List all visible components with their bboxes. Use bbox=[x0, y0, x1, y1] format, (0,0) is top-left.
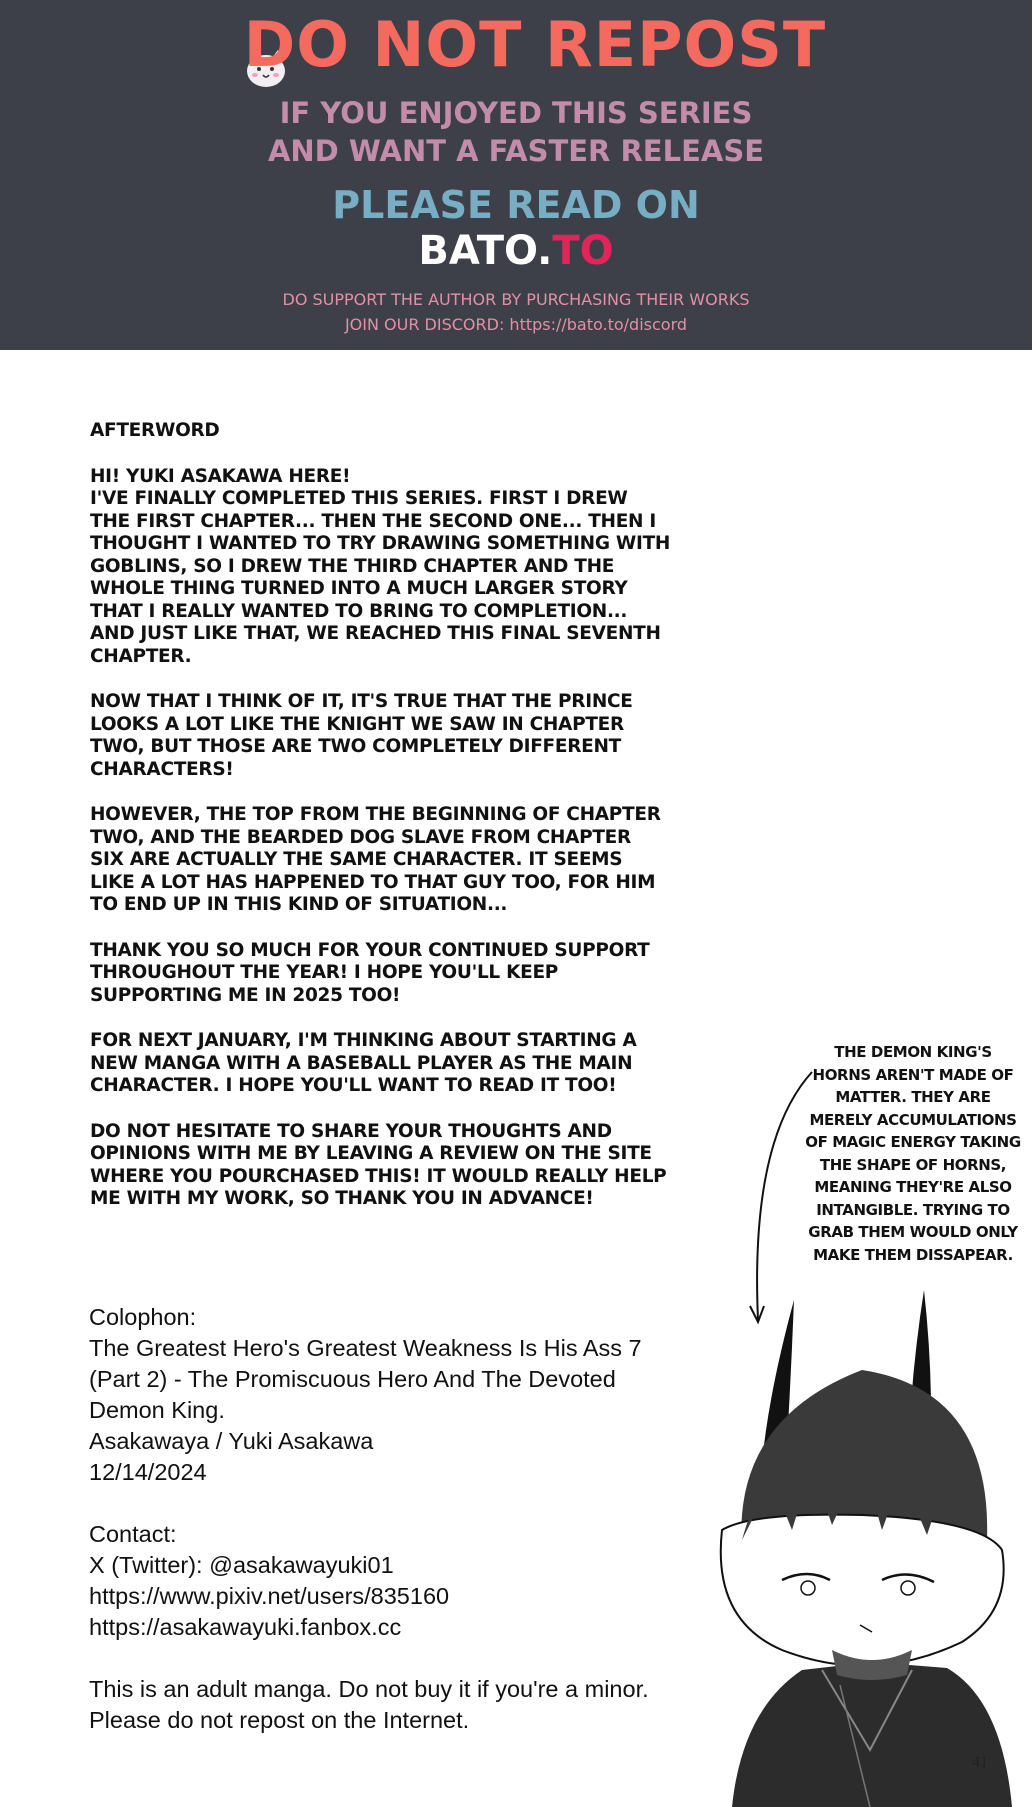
afterword-paragraph: HI! YUKI ASAKAWA HERE! I'VE FINALLY COMPLETED THIS SERIES. FIRST I DREW THE FIRST CHAPTER... THEN THE SECOND ONE... THEN I THOUGHT I WANTED TO TRY DRAWING SOMETHING WITH GOBLINS, SO I DREW THE THIRD CHAPTER AND THE WHOLE THING TURNED INTO A MUCH LARGER STORY THAT I REALLY WANTED TO BRING TO COMPLETION... AND JUST LIKE THAT, WE REACHED THIS FINAL SEVENTH CHAPTER. bbox=[90, 465, 671, 667]
contact-heading: Contact: bbox=[89, 1521, 177, 1547]
contact-pixiv-link[interactable]: https://www.pixiv.net/users/835160 bbox=[89, 1583, 450, 1609]
horns-side-note: THE DEMON KING'S HORNS AREN'T MADE OF MATTER. THEY ARE MERELY ACCUMULATIONS OF MAGIC ENERGY TAKING THE SHAPE OF HORNS, MEANING THEY'RE ALSO INTANGIBLE. TRYING TO GRAB THEM WOULD ONLY MAKE THEM DISSAPEAR. bbox=[805, 1043, 1021, 1264]
repost-warning-banner bbox=[0, 0, 1032, 350]
afterword-heading: AFTERWORD bbox=[90, 420, 220, 441]
colophon-date: 12/14/2024 bbox=[89, 1459, 207, 1485]
repost-warning: Please do not repost on the Internet. bbox=[89, 1707, 470, 1733]
demon-king-illustration bbox=[712, 1290, 1032, 1807]
colophon-heading: Colophon: bbox=[89, 1304, 197, 1330]
banner-line-3: PLEASE READ ON bbox=[332, 183, 700, 227]
adult-warning: This is an adult manga. Do not buy it if you're a minor. bbox=[89, 1676, 649, 1702]
afterword-paragraph: THANK YOU SO MUCH FOR YOUR CONTINUED SUPPORT THROUGHOUT THE YEAR! I HOPE YOU'LL KEEP SUPPORTING ME IN 2025 TOO! bbox=[90, 939, 650, 1006]
banner-title: DO NOT REPOST bbox=[243, 8, 827, 81]
discord-link[interactable]: JOIN OUR DISCORD: https://bato.to/discord bbox=[344, 315, 688, 334]
site-logo-main: BATO. bbox=[418, 228, 553, 274]
colophon-title-line: Demon King. bbox=[89, 1397, 225, 1423]
site-logo[interactable] bbox=[0, 228, 1032, 274]
colophon-title-line: The Greatest Hero's Greatest Weakness Is His Ass 7 bbox=[89, 1335, 642, 1361]
colophon-title-line: (Part 2) - The Promiscuous Hero And The Devoted bbox=[89, 1366, 616, 1392]
afterword-paragraph: FOR NEXT JANUARY, I'M THINKING ABOUT STARTING A NEW MANGA WITH A BASEBALL PLAYER AS THE MAIN CHARACTER. I HOPE YOU'LL WANT TO READ IT TOO! bbox=[90, 1030, 637, 1096]
afterword-paragraph: HOWEVER, THE TOP FROM THE BEGINNING OF CHAPTER TWO, AND THE BEARDED DOG SLAVE FROM CHAPTER SIX ARE ACTUALLY THE SAME CHARACTER. IT SEEMS LIKE A LOT HAS HAPPENED TO THAT GUY TOO, FOR HIM TO END UP IN THIS KIND OF SITUATION... bbox=[90, 804, 661, 915]
afterword bbox=[90, 420, 690, 1234]
contact-fanbox-link[interactable]: https://asakawayuki.fanbox.cc bbox=[89, 1614, 402, 1640]
afterword-paragraph: NOW THAT I THINK OF IT, IT'S TRUE THAT THE PRINCE LOOKS A LOT LIKE THE KNIGHT WE SAW IN CHAPTER TWO, BUT THOSE ARE TWO COMPLETELY DIFFERENT CHARACTERS! bbox=[90, 691, 633, 780]
support-text: DO SUPPORT THE AUTHOR BY PURCHASING THEIR WORKS bbox=[282, 290, 750, 309]
banner-line-2: AND WANT A FASTER RELEASE bbox=[267, 134, 765, 168]
banner-line-1: IF YOU ENJOYED THIS SERIES bbox=[279, 96, 753, 130]
colophon bbox=[89, 1302, 729, 1736]
afterword-paragraph: DO NOT HESITATE TO SHARE YOUR THOUGHTS AND OPINIONS WITH ME BY LEAVING A REVIEW ON THE SITE WHERE YOU POURCHASED THIS! IT WOULD REALLY HELP ME WITH MY WORK, SO THANK YOU IN ADVANCE! bbox=[90, 1120, 667, 1209]
contact-twitter[interactable]: X (Twitter): @asakawayuki01 bbox=[89, 1552, 394, 1578]
page-number: 41 bbox=[972, 1754, 988, 1771]
site-logo-suffix: TO bbox=[552, 228, 614, 274]
colophon-author: Asakawaya / Yuki Asakawa bbox=[89, 1428, 374, 1454]
